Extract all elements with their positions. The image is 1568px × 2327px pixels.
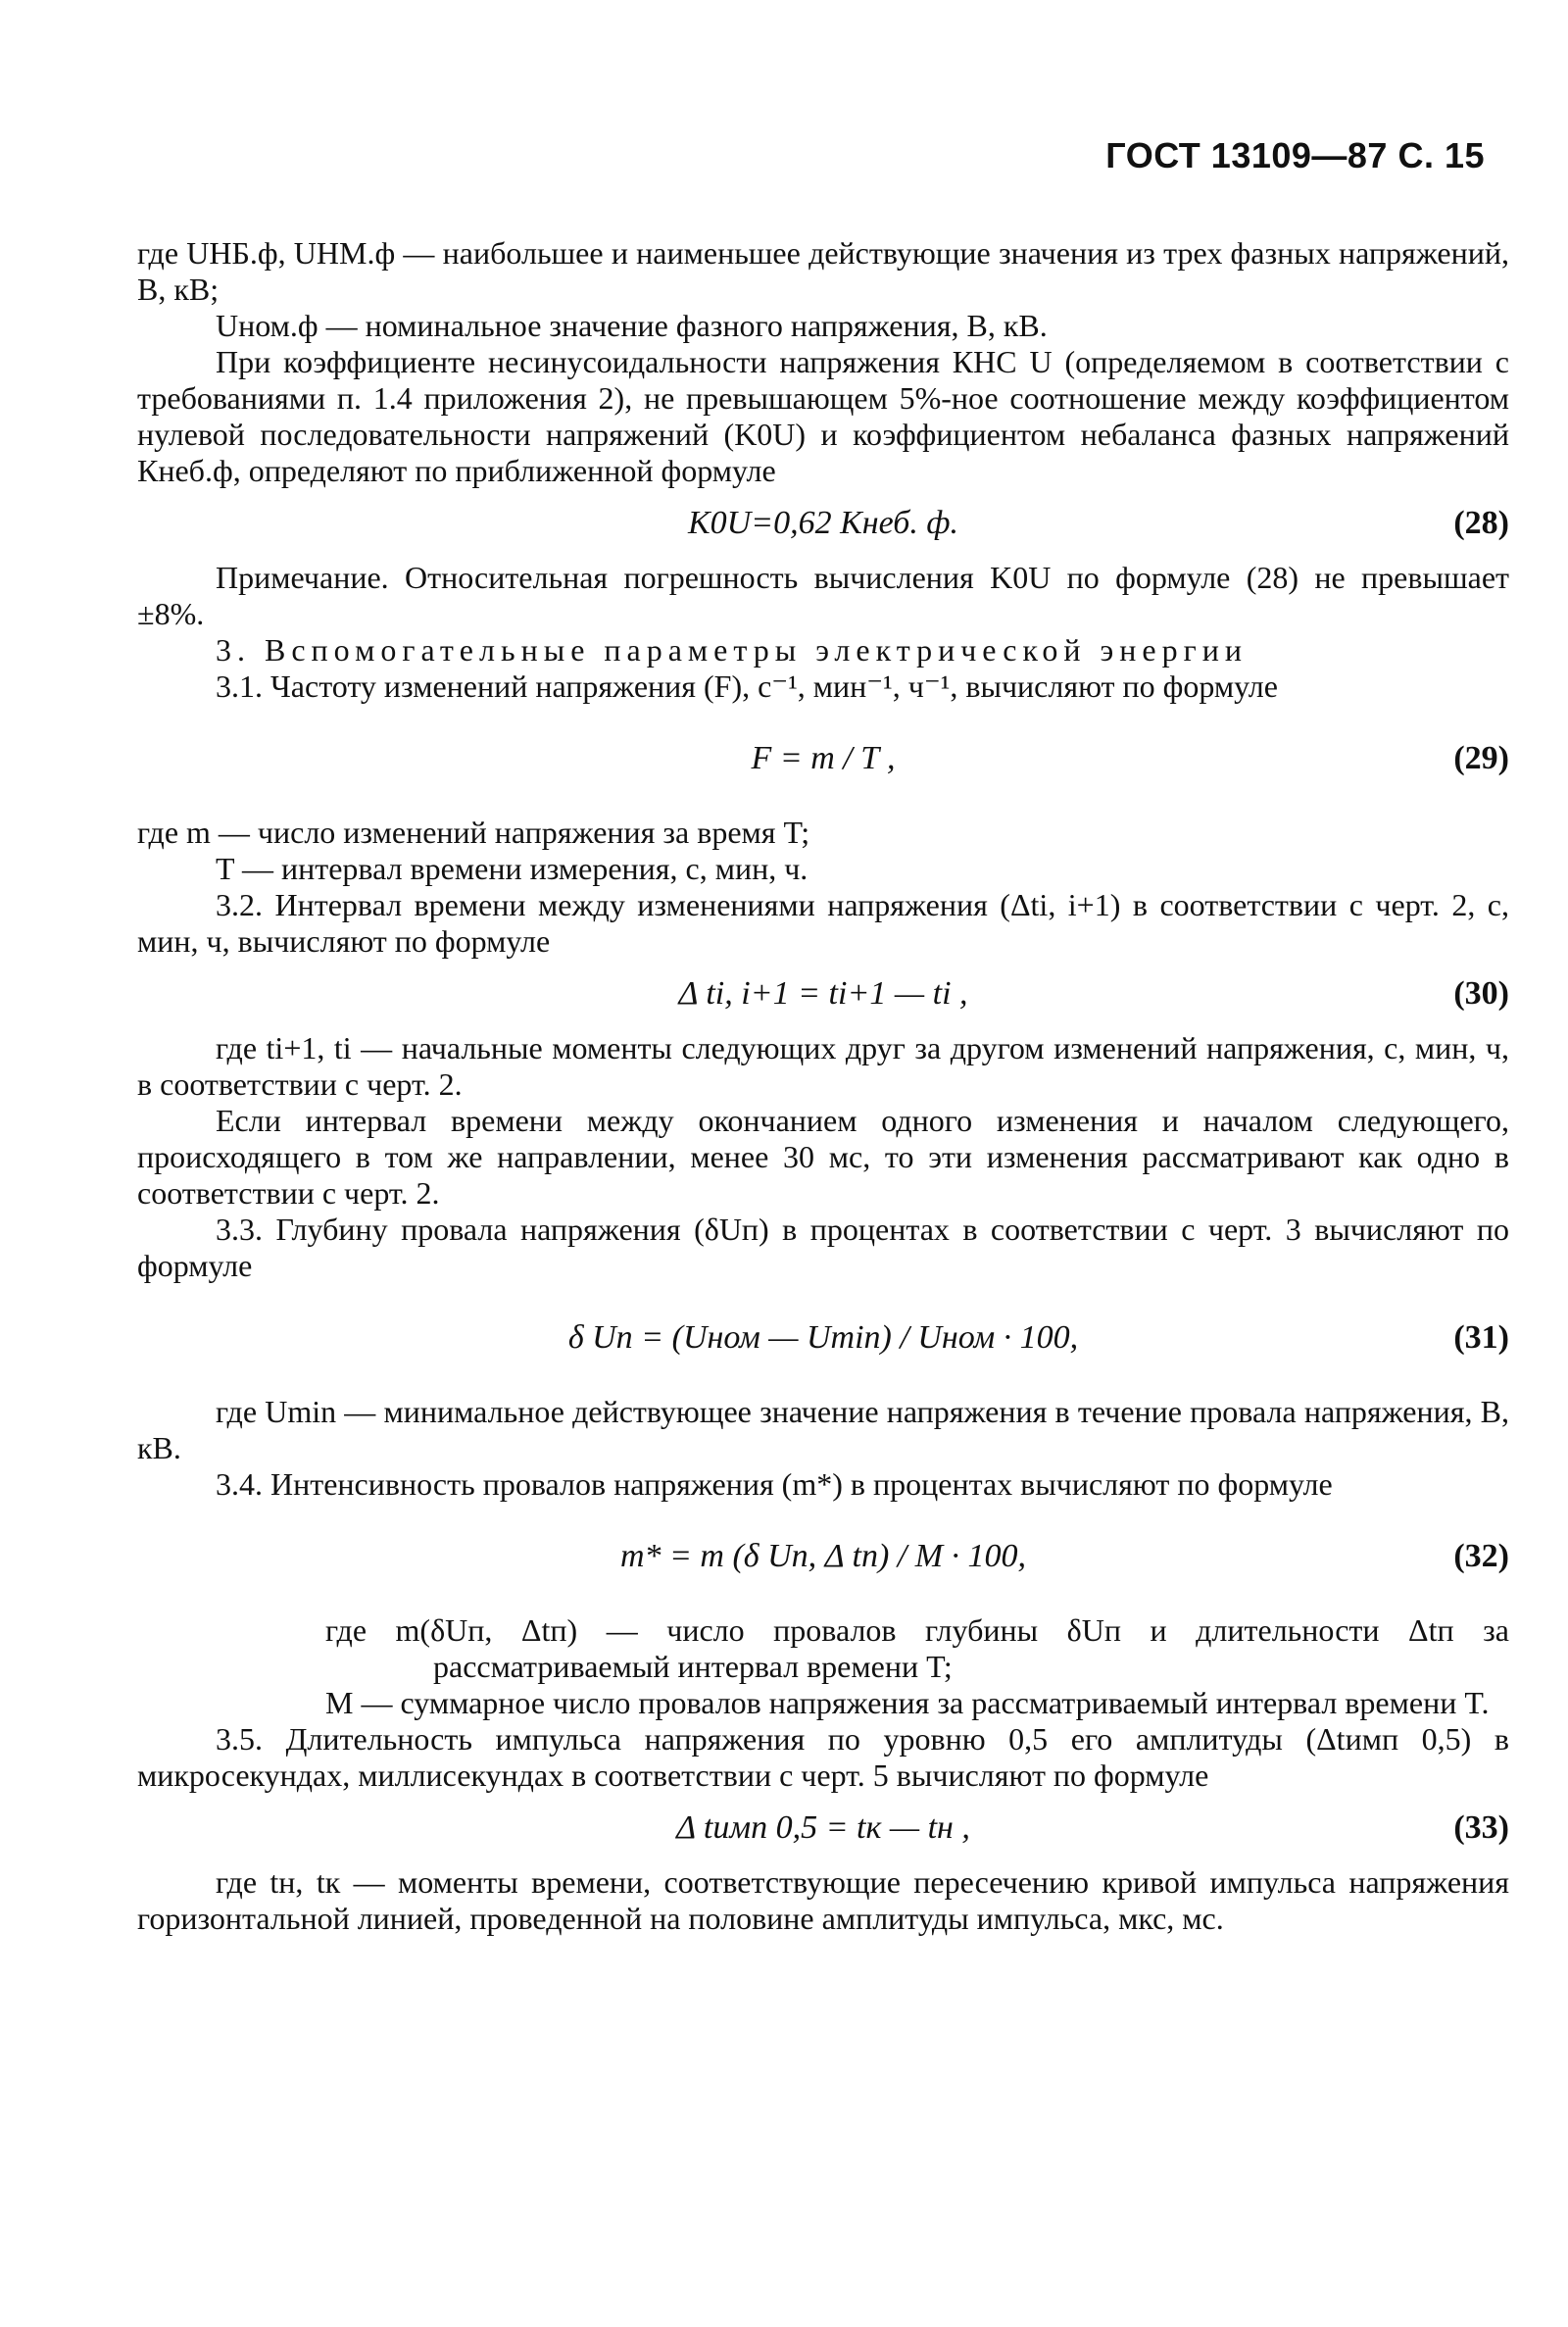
page-header: ГОСТ 13109—87 С. 15 [1105, 135, 1485, 175]
paragraph: Uном.ф — номинальное значение фазного напряжения, В, кВ. [216, 308, 1048, 343]
formula-30 [137, 965, 1509, 1024]
formula-expression: m* = m (δ Uп, Δ tп) / M · 100, [619, 1538, 1027, 1574]
paragraph: где UНБ.ф, UНМ.ф — наибольшее и наименьшее действующие значения из трех фазных напряжений, В, кВ; [137, 235, 1509, 307]
formula-number: (30) [1453, 975, 1509, 1012]
formula-expression: Δ ti, i+1 = ti+1 — ti , [678, 975, 968, 1012]
formula-number: (31) [1453, 1319, 1509, 1356]
formula-number: (33) [1453, 1809, 1509, 1846]
paragraph: При коэффициенте несинусоидальности напряжения КНС U (определяемом в соответствии с требованиями п. 1.4 приложения 2), не превышающем 5%-ное соотношение между коэффициентом нулевой последовательности напряжений (K0U) и коэффициентом небаланса фазных напряжений Кнеб.ф, определяют по приближенной формуле [137, 344, 1509, 488]
formula-number: (29) [1453, 740, 1509, 776]
section-heading: 3. Вспомогательные параметры электрической энергии [216, 632, 1248, 668]
paragraph: где Umin — минимальное действующее значение напряжения в течение провала напряжения, В, кВ. [137, 1394, 1509, 1465]
paragraph: где m(δUп, Δtп) — число провалов глубины δUп и длительности Δtп за рассматриваемый интервал времени T; [325, 1612, 1509, 1684]
paragraph: M — суммарное число провалов напряжения за рассматриваемый интервал времени T. [325, 1685, 1490, 1720]
formula-29 [137, 711, 1509, 809]
paragraph: 3.1. Частоту изменений напряжения (F), с⁻¹, мин⁻¹, ч⁻¹, вычисляют по формуле [216, 668, 1278, 704]
formula-expression: δ Uп = (Uном — Umin) / Uном · 100, [567, 1319, 1079, 1356]
formula-32 [137, 1509, 1509, 1607]
paragraph: где ti+1, ti — начальные моменты следующих друг за другом изменений напряжения, с, мин, ч, в соответствии с черт. 2. [137, 1030, 1509, 1102]
formula-31 [137, 1290, 1509, 1388]
formula-number: (32) [1453, 1538, 1509, 1574]
paragraph: Если интервал времени между окончанием одного изменения и началом следующего, происходящего в том же направлении, менее 30 мс, то эти изменения рассматривают как одно в соответствии с черт. 2. [137, 1103, 1509, 1211]
paragraph: где m — число изменений напряжения за время T; [137, 815, 810, 850]
paragraph: 3.3. Глубину провала напряжения (δUп) в процентах в соответствии с черт. 3 вычисляют по формуле [137, 1212, 1509, 1283]
paragraph: где tн, tк — моменты времени, соответствующие пересечению кривой импульса напряжения горизонтальной линией, проведенной на половине амплитуды импульса, мкс, мс. [137, 1864, 1509, 1936]
formula-28 [137, 495, 1509, 554]
document-body [137, 235, 1509, 1937]
formula-33 [137, 1800, 1509, 1858]
paragraph: T — интервал времени измерения, с, мин, ч. [216, 851, 808, 886]
paragraph: 3.2. Интервал времени между изменениями напряжения (Δti, i+1) в соответствии с черт. 2, с, мин, ч, вычисляют по формуле [137, 887, 1509, 959]
paragraph: 3.4. Интенсивность провалов напряжения (m*) в процентах вычисляют по формуле [216, 1466, 1333, 1502]
formula-expression: K0U=0,62 Kнеб. ф. [687, 505, 959, 541]
formula-expression: F = m / T , [751, 740, 896, 776]
paragraph: 3.5. Длительность импульса напряжения по уровню 0,5 его амплитуды (Δtимп 0,5) в микросекундах, миллисекундах в соответствии с черт. 5 вычисляют по формуле [137, 1721, 1509, 1793]
formula-number: (28) [1453, 505, 1509, 541]
formula-expression: Δ tимп 0,5 = tк — tн , [676, 1809, 970, 1846]
note-paragraph: Примечание. Относительная погрешность вычисления K0U по формуле (28) не превышает ±8%. [137, 560, 1509, 631]
